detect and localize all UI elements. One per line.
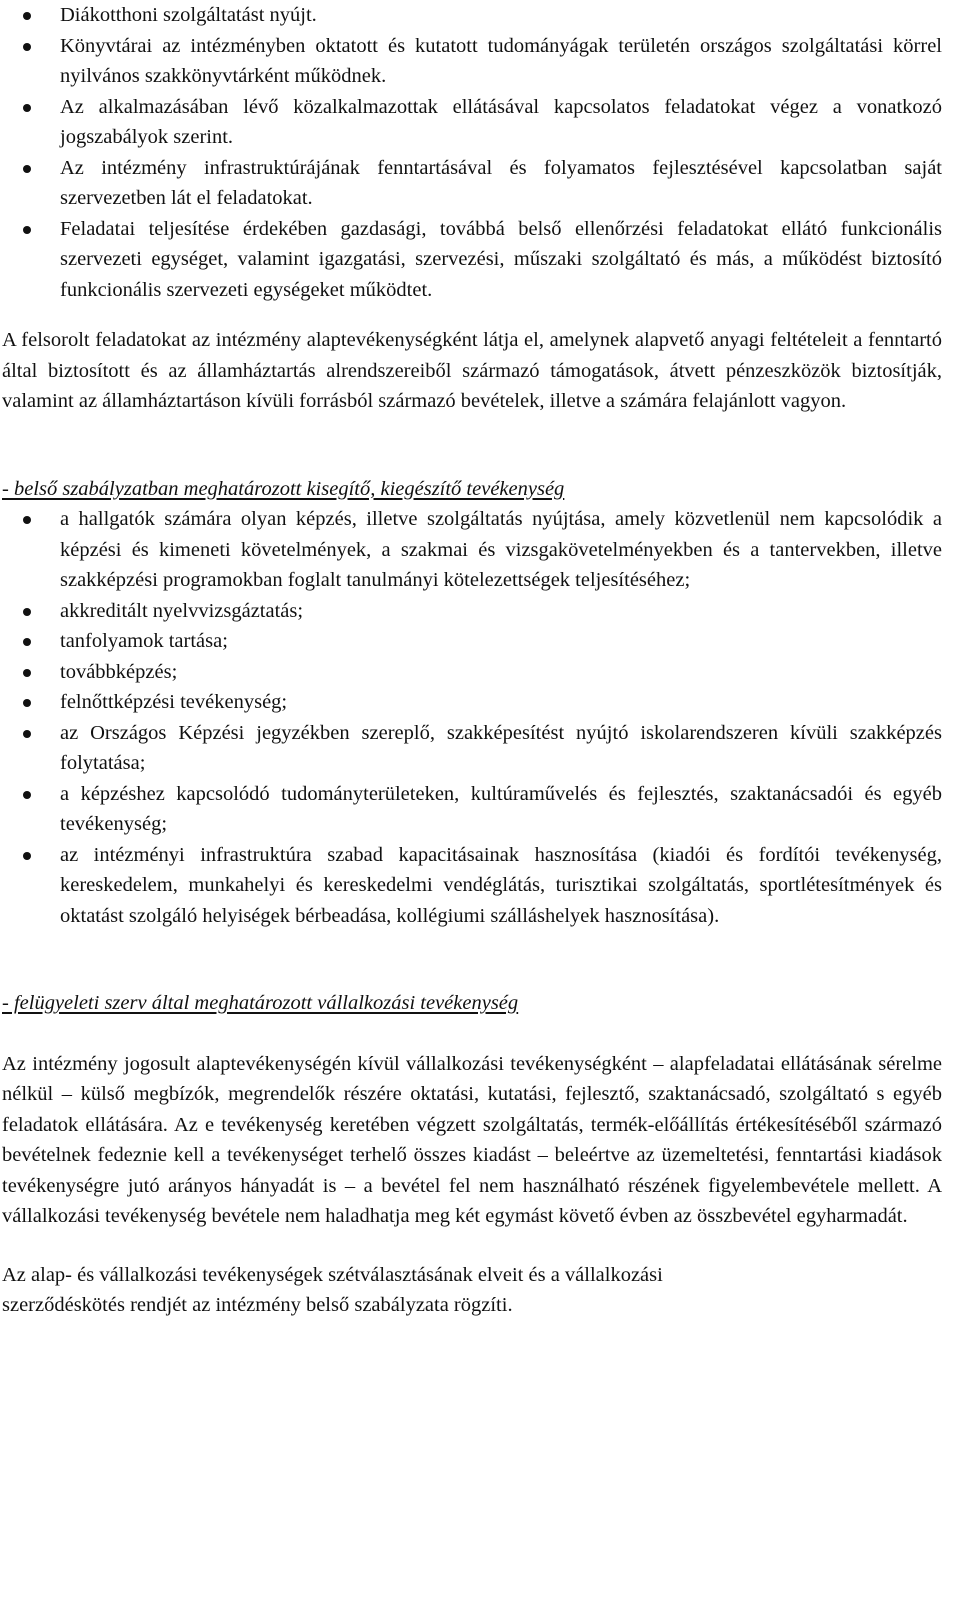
bullet-dot-icon	[23, 638, 31, 646]
paragraph-line: szerződéskötés rendjét az intézmény belső szabályzata rögzíti.	[2, 1294, 513, 1316]
bullet-dot-icon	[23, 516, 31, 524]
list-item-text: a hallgatók számára olyan képzés, illetve szolgáltatás nyújtása, amely közvetlenül nem kapcsolódik a képzési és kimeneti követelmények, a szakmai és vizsgakövetelményekben és a tantervekben, illetve szakképzési programokban foglalt tanulmányi kötelezettségek teljesítéséhez;	[60, 508, 942, 591]
bullet-dot-icon	[23, 165, 31, 173]
list-item	[2, 687, 942, 718]
list-item-text: Az alkalmazásában lévő közalkalmazottak ellátásával kapcsolatos feladatokat végez a vonatkozó jogszabályok szerint.	[60, 95, 942, 148]
bullet-dot-icon	[23, 730, 31, 738]
list-item-text: akkreditált nyelvvizsgáztatás;	[60, 599, 304, 622]
list-item	[2, 626, 942, 657]
bullet-dot-icon	[23, 669, 31, 677]
list-item	[2, 0, 942, 31]
bullet-dot-icon	[23, 699, 31, 707]
list-item	[2, 657, 942, 688]
paragraph-funding: A felsorolt feladatokat az intézmény alaptevékenységként látja el, amelynek alapvető anyagi feltételeit a fenntartó által biztosított és az államháztartás alrendszereiből származó támogatások, átvett pénzeszközök biztosítják, valamint az államháztartáson kívüli forrásból származó bevételek, illetve a számára felajánlott vagyon.	[2, 329, 942, 412]
list-item-text: az intézményi infrastruktúra szabad kapacitásainak hasznosítása (kiadói és fordítói tevékenység, kereskedelem, munkahelyi és kereskedelmi vendéglátás, turisztikai szolgáltatás, sportlétesítmények és oktatást szolgáló helyiségek bérbeadása, kollégiumi szálláshelyek hasznosítása).	[60, 843, 942, 927]
list-item-text: Könyvtárai az intézményben oktatott és kutatott tudományágak területén országos szolgáltatási körrel nyilvános szakkönyvtárként működnek.	[60, 34, 942, 87]
list-item-text: felnőttképzési tevékenység;	[60, 691, 288, 713]
section-heading-business: - felügyeleti szerv által meghatározott vállalkozási tevékenység	[2, 992, 519, 1014]
top-bullet-list	[2, 0, 942, 305]
list-item	[2, 214, 942, 306]
list-item	[2, 31, 942, 92]
list-item	[2, 718, 942, 779]
list-item-text: a képzéshez kapcsolódó tudományterületeken, kultúraművelés és fejlesztés, szaktanácsadói és egyéb tevékenység;	[60, 782, 942, 835]
bullet-dot-icon	[23, 104, 31, 112]
list-item	[2, 92, 942, 153]
auxiliary-bullet-list	[2, 504, 942, 931]
list-item	[2, 504, 942, 596]
bullet-dot-icon	[23, 12, 31, 20]
list-item-text: Diákotthoni szolgáltatást nyújt.	[60, 4, 317, 26]
list-item-text: Az intézmény infrastruktúrájának fenntartásával és folyamatos fejlesztésével kapcsolatban saját szervezetben lát el feladatokat.	[60, 156, 942, 209]
list-item-text: Feladatai teljesítése érdekében gazdasági, továbbá belső ellenőrzési feladatokat ellátó funkcionális szervezeti egységet, valamint igazgatási, szervezési, műszaki szolgáltató és más, a működést biztosító funkcionális szervezeti egységeket működtet.	[60, 217, 942, 301]
bullet-dot-icon	[23, 852, 31, 860]
bullet-dot-icon	[23, 791, 31, 799]
paragraph-separation-rules	[2, 1260, 942, 1321]
list-item	[2, 840, 942, 932]
section-heading-auxiliary: - belső szabályzatban meghatározott kisegítő, kiegészítő tevékenység	[2, 477, 565, 500]
paragraph-line: Az alap- és vállalkozási tevékenységek szétválasztásának elveit és a vállalkozási	[2, 1263, 663, 1286]
bullet-dot-icon	[23, 43, 31, 51]
list-item	[2, 779, 942, 840]
list-item	[2, 596, 942, 627]
list-item-text: tanfolyamok tartása;	[60, 630, 228, 652]
bullet-dot-icon	[23, 226, 31, 234]
list-item	[2, 153, 942, 214]
paragraph-business-activity: Az intézmény jogosult alaptevékenységén kívül vállalkozási tevékenységként – alapfeladatai ellátásának sérelme nélkül – külső megbízók, megrendelők részére oktatási, kutatási, fejlesztő, szaktanácsadó, szolgáltató s egyéb feladatok ellátására. Az e tevékenység keretében végzett szolgáltatás, termék-előállítás értékesítéséből származó bevételnek fedeznie kell a tevékenységet terhelő összes kiadást – beleértve az üzemeltetési, fenntartási kiadások tevékenységre jutó arányos hányadát is – a bevétel fel nem használható részének figyelembevétele mellett. A vállalkozási tevékenység bevétele nem haladhatja meg két egymást követő évben az összbevétel egyharmadát.	[2, 1052, 942, 1227]
list-item-text: az Országos Képzési jegyzékben szereplő, szakképesítést nyújtó iskolarendszeren kívüli szakképzés folytatása;	[60, 721, 942, 774]
list-item-text: továbbképzés;	[60, 660, 178, 683]
bullet-dot-icon	[23, 608, 31, 616]
